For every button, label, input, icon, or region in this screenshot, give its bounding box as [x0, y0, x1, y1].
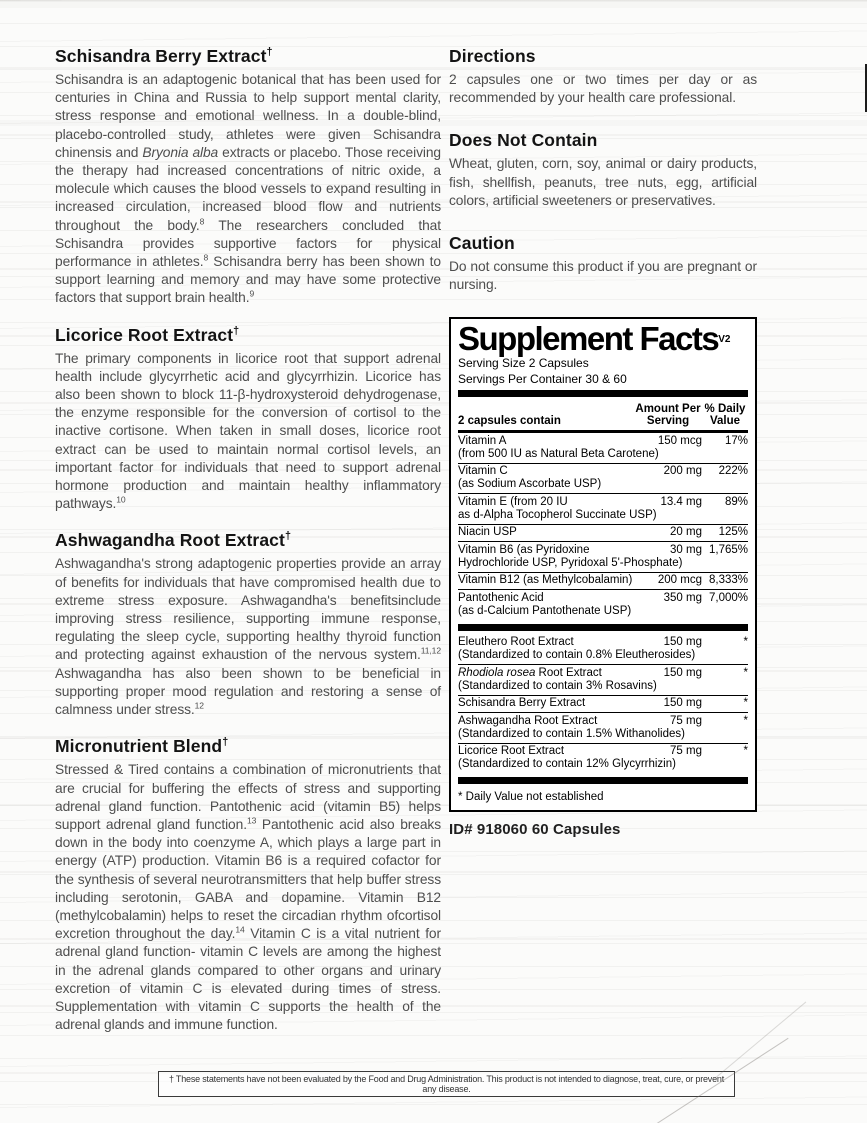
row-subtext: (as d-Calcium Pantothenate USP): [458, 604, 632, 617]
row-amount: 75 mg: [670, 745, 702, 758]
serving-size: Serving Size 2 Capsules: [458, 356, 589, 371]
sf-row-rhodiola: [458, 664, 748, 695]
sf-col-dv: % Daily Value: [704, 403, 746, 428]
row-dv: *: [743, 666, 748, 679]
row-subtext: (as Sodium Ascorbate USP): [458, 478, 602, 491]
sf-row-eleuthero: [458, 635, 748, 665]
caution-body: Do not consume this product if you are pregnant or nursing.: [449, 259, 757, 293]
section-licorice: [55, 325, 441, 514]
supplement-facts-title: Supplement Facts$^{V2}$: [458, 320, 731, 358]
row-dv: 17%: [724, 434, 748, 447]
caution-heading: Caution: [449, 233, 515, 254]
vitamin-rows: [458, 433, 748, 620]
directions-body: 2 capsules one or two times per day or as recommended by your health care professional.: [449, 72, 757, 106]
botanical-rows: [458, 635, 748, 774]
row-subtext: as d-Alpha Tocopherol Succinate USP): [458, 508, 657, 521]
sf-row-vitamin-c: [458, 463, 748, 494]
row-name: Licorice Root Extract: [458, 745, 565, 758]
section-ashwagandha: [55, 530, 441, 719]
row-amount: 150 mg: [663, 666, 702, 679]
row-dv: *: [743, 697, 748, 710]
sf-row-vitamin-b12: [458, 572, 748, 590]
sf-row-schisandra: [458, 695, 748, 713]
sf-row-ashwagandha: [458, 712, 748, 743]
left-column: [55, 46, 441, 1051]
row-amount: 200 mg: [663, 465, 702, 478]
sf-row-vitamin-a: [458, 433, 748, 463]
servings-per-container: Servings Per Container 30 & 60: [458, 371, 627, 386]
sf-col-amount: Amount Per Serving: [635, 403, 701, 428]
row-amount: 350 mg: [663, 591, 702, 604]
row-subtext: (Standardized to contain 3% Rosavins): [458, 679, 657, 692]
does-not-contain-heading: Does Not Contain: [449, 130, 598, 151]
section-schisandra: [55, 46, 441, 308]
row-name: Pantothenic Acid: [458, 591, 544, 604]
row-dv: 89%: [724, 495, 748, 508]
sf-row-vitamin-e: [458, 493, 748, 524]
divider-thick: [458, 624, 748, 631]
block-does-not-contain: [449, 130, 757, 210]
row-amount: 75 mg: [670, 714, 702, 727]
row-subtext: (Standardized to contain 1.5% Withanolides): [458, 727, 685, 740]
row-name: Eleuthero Root Extract: [458, 636, 574, 649]
row-amount: 30 mg: [670, 543, 702, 556]
sf-row-vitamin-b6: [458, 541, 748, 572]
daily-value-footnote: * Daily Value not established: [458, 791, 604, 804]
fda-disclaimer-text: † These statements have not been evaluated by the Food and Drug Administration. This product is not intended to diagnose, treat, cure, or prevent any disease.: [168, 1074, 725, 1094]
row-subtext: (Standardized to contain 0.8% Eleutherosides): [458, 649, 696, 662]
row-name: Vitamin A: [458, 434, 507, 447]
row-dv: 7,000%: [708, 591, 748, 604]
sf-row-niacin: [458, 524, 748, 542]
row-name: Niacin USP: [458, 526, 517, 539]
section-body: The primary components in licorice root that support adrenal health include glycyrrhetic acid and glycyrrhizin. Licorice has also been shown to block 11-β-hydroxysteroid dehydrogenase, the enzyme responsible for the conversion of cortisol to the inactive cortisone. When taken in small doses, licorice root extract can be used to maintain normal cortisol levels, an important factor for individuals that need to support adrenal hormone production and maintain healthy inflammatory pathways.$^{10}$: [55, 350, 441, 512]
row-subtext: Hydrochloride USP, Pyridoxal 5'-Phosphate): [458, 556, 683, 569]
row-amount: 200 mcg: [657, 574, 702, 587]
sf-row-pantothenic-acid: [458, 589, 748, 620]
sf-col-contain: 2 capsules contain: [458, 415, 561, 428]
sf-row-licorice: [458, 743, 748, 774]
row-dv: 8,333%: [708, 574, 748, 587]
product-id-line: ID# 918060 60 Capsules: [449, 821, 621, 839]
section-heading: Micronutrient Blend†: [55, 736, 229, 757]
divider-thick: [458, 777, 748, 784]
directions-heading: Directions: [449, 46, 536, 66]
scratch-mark: [714, 1002, 807, 1080]
sf-header-row: [458, 401, 748, 430]
row-amount: 150 mcg: [657, 434, 702, 447]
row-amount: 150 mg: [663, 697, 702, 710]
row-dv: 222%: [718, 465, 748, 478]
row-amount: 13.4 mg: [660, 495, 702, 508]
row-amount: 20 mg: [670, 526, 702, 539]
section-heading: Schisandra Berry Extract†: [55, 46, 273, 66]
row-dv: *: [743, 745, 748, 758]
row-subtext: (Standardized to contain 12% Glycyrrhizin): [458, 758, 676, 771]
section-body: Schisandra is an adaptogenic botanical that has been used for centuries in China and Russia to help support mental clarity, stress response and emotional wellness. In a double-blind, placebo-controlled study, athletes were given Schisandra chinensis and Bryonia alba extracts or placebo. Those receiving the therapy had increased concentrations of nitric oxide, a molecule which causes the blood vessels to expand resulting in increased circulation, increased blood flow and nutrients throughout the body.$^8$ The researchers concluded that Schisandra provides supportive factors for physical performance in athletes.$^8$ Schisandra berry has been shown to support learning and memory and may have some protective factors that support brain health.$^9$: [55, 72, 442, 306]
row-name: Ashwagandha Root Extract: [458, 714, 598, 727]
divider-thick: [458, 390, 748, 397]
block-caution: [449, 233, 757, 294]
row-name: Vitamin B12 (as Methylcobalamin): [458, 574, 633, 587]
row-name: Rhodiola rosea Root Extract: [458, 666, 602, 679]
fda-disclaimer-box: [158, 1071, 735, 1097]
section-body: Ashwagandha's strong adaptogenic properties provide an array of benefits for individuals that have compromised health due to extreme stress exposure. Ashwagandha's benefitsinclude improving stress resilience, supporting immune response, regulating the sleep cycle, supporting healthy thyroid function and protecting against exhaustion of the nervous system.$^{11,12}$ Ashwagandha has also been shown to be beneficial in supporting proper mood regulation and restoring a sense of calmness under stress.$^{12}$: [55, 556, 441, 718]
section-micronutrient: [55, 736, 441, 1034]
does-not-contain-body: Wheat, gluten, corn, soy, animal or dairy products, fish, shellfish, peanuts, tree nuts, egg, artificial colors, artificial sweeteners or preservatives.: [449, 156, 757, 208]
row-name: Vitamin E (from 20 IU: [458, 495, 568, 508]
supplement-facts-panel: [449, 317, 757, 812]
section-heading: Licorice Root Extract†: [55, 324, 240, 345]
section-body: Stressed & Tired contains a combination of micronutrients that are crucial for buffering the effects of stress and supporting adrenal gland function. Pantothenic acid (vitamin B5) helps support adrenal gland function.$^{13}$ Pantothenic acid also breaks down in the body into coenzyme A, which plays a large part in energy (ATP) production. Vitamin B6 is a required cofactor for the synthesis of several neurotransmitters that help buffer stress including serotonin, GABA and dopamine. Vitamin B12 (methylcobalamin) helps to reset the circadian rhythm ofcortisol excretion throughout the day.$^{14}$ Vitamin C is a vital nutrient for adrenal gland function- vitamin C levels are among the highest in the adrenal glands compared to other organs and urinary excretion of vitamin C is elevated during times of stress. Supplementation with vitamin C supports the health of the adrenal glands and immune function.: [55, 762, 442, 1033]
block-directions: [449, 46, 757, 107]
row-dv: *: [743, 714, 748, 727]
row-dv: *: [743, 636, 748, 649]
row-dv: 1,765%: [708, 543, 748, 556]
row-name: Schisandra Berry Extract: [458, 697, 586, 710]
row-subtext: (from 500 IU as Natural Beta Carotene): [458, 447, 659, 460]
right-column: [449, 46, 757, 838]
version-label: V2: [718, 334, 731, 346]
row-dv: 125%: [718, 526, 748, 539]
row-name: Vitamin C: [458, 465, 508, 478]
row-amount: 150 mg: [663, 636, 702, 649]
section-heading: Ashwagandha Root Extract†: [55, 530, 292, 551]
row-name: Vitamin B6 (as Pyridoxine: [458, 543, 590, 556]
